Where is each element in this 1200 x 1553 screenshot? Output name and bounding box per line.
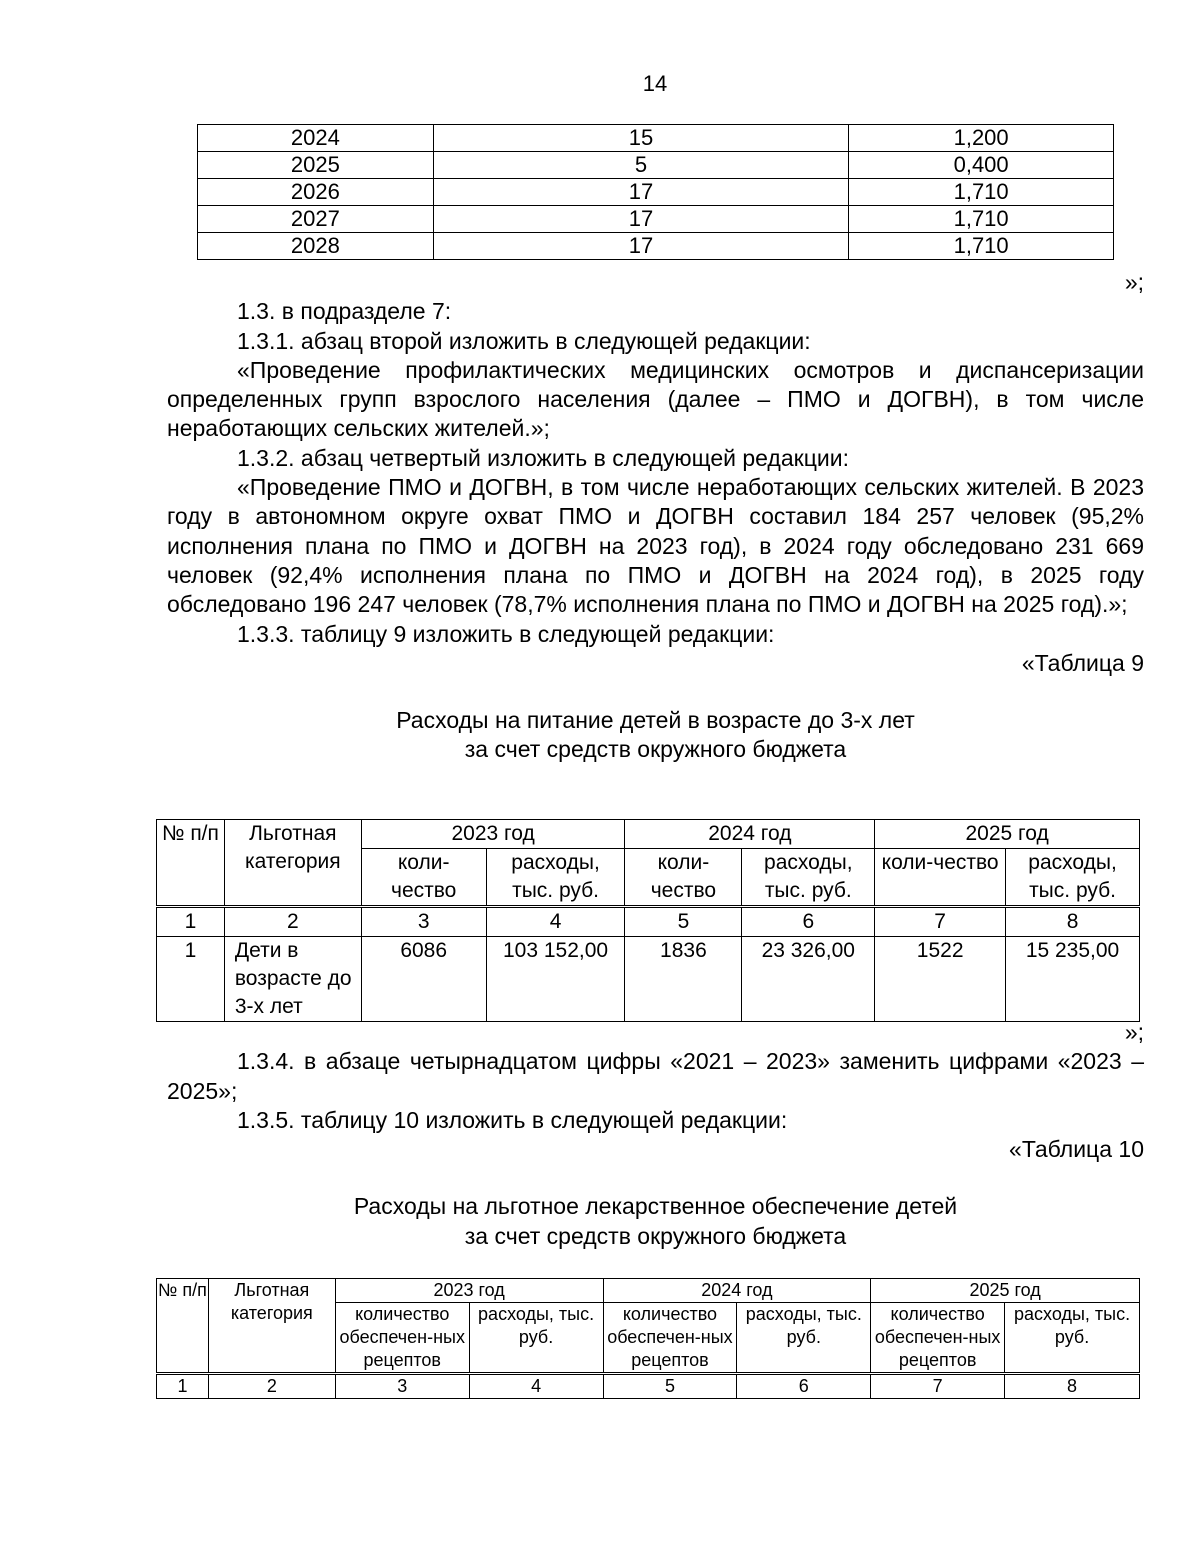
header-num: № п/п [157, 820, 225, 907]
cell-count: 17 [433, 233, 849, 260]
table-9-title-line-2: за счет средств окружного бюджета [464, 736, 847, 763]
column-number: 5 [625, 907, 742, 937]
cell-count: 5 [433, 152, 849, 179]
column-number: 6 [737, 1374, 871, 1399]
header-quantity: количество обеспечен-ных рецептов [335, 1303, 469, 1374]
table-9-title-line-1: Расходы на питание детей в возрасте до 3-х лет [396, 707, 915, 734]
cell-quantity-2024: 1836 [625, 937, 742, 1022]
paragraph: 1.3.5. таблицу 10 изложить в следующей редакции: [237, 1106, 788, 1133]
table-9-label: «Таблица 9 [1021, 649, 1144, 676]
column-number: 8 [1006, 907, 1140, 937]
table-row [198, 179, 1114, 206]
column-number: 5 [603, 1374, 737, 1399]
cell-expenses-2023: 103 152,00 [486, 937, 625, 1022]
table-10-title-line-1: Расходы на льготное лекарственное обеспечение детей [353, 1193, 958, 1220]
table-row [198, 233, 1114, 260]
header-category: Льготная категория [224, 820, 361, 907]
continued-table [197, 124, 1114, 260]
column-numbers-row [157, 1374, 1140, 1399]
header-num: № п/п [157, 1279, 209, 1374]
header-expenses: расходы, тыс. руб. [742, 849, 875, 907]
column-number: 6 [742, 907, 875, 937]
header-year: 2024 год [625, 820, 875, 849]
column-number: 1 [157, 1374, 209, 1399]
cell-count: 17 [433, 206, 849, 233]
column-number: 8 [1005, 1374, 1140, 1399]
cell-num: 1 [157, 937, 225, 1022]
header-category: Льготная категория [208, 1279, 335, 1374]
cell-amount: 1,200 [849, 125, 1114, 152]
header-expenses: расходы, тыс. руб. [1005, 1303, 1140, 1374]
cell-quantity-2023: 6086 [361, 937, 486, 1022]
cell-quantity-2025: 1522 [875, 937, 1006, 1022]
table-10-title-line-2: за счет средств окружного бюджета [464, 1222, 847, 1249]
header-quantity: коли-чество [875, 849, 1006, 907]
header-year: 2025 год [871, 1279, 1140, 1303]
header-quantity: коли-чество [625, 849, 742, 907]
cell-amount: 0,400 [849, 152, 1114, 179]
cell-category: Дети в возрасте до 3-х лет [224, 937, 361, 1022]
quote-close: »; [1124, 1019, 1144, 1045]
column-number: 1 [157, 907, 225, 937]
paragraph: 1.3.1. абзац второй изложить в следующей редакции: [237, 327, 811, 354]
column-number: 3 [335, 1374, 469, 1399]
column-number: 7 [871, 1374, 1005, 1399]
cell-year: 2026 [198, 179, 434, 206]
column-number: 7 [875, 907, 1006, 937]
cell-amount: 1,710 [849, 233, 1114, 260]
paragraph: 1.3. в подразделе 7: [237, 298, 452, 325]
amendment-text-1 [167, 268, 1144, 765]
table-row [198, 152, 1114, 179]
cell-year: 2024 [198, 125, 434, 152]
cell-year: 2027 [198, 206, 434, 233]
header-year: 2024 год [603, 1279, 871, 1303]
cell-expenses-2024: 23 326,00 [742, 937, 875, 1022]
amendment-text-2 [167, 1018, 1144, 1251]
column-number: 2 [224, 907, 361, 937]
header-year: 2023 год [361, 820, 625, 849]
table-row [198, 206, 1114, 233]
header-quantity: количество обеспечен-ных рецептов [871, 1303, 1005, 1374]
cell-count: 17 [433, 179, 849, 206]
header-expenses: расходы, тыс. руб. [1006, 849, 1140, 907]
header-expenses: расходы, тыс. руб. [469, 1303, 603, 1374]
cell-amount: 1,710 [849, 206, 1114, 233]
header-quantity: количество обеспечен-ных рецептов [603, 1303, 737, 1374]
column-number: 2 [208, 1374, 335, 1399]
paragraph: «Проведение ПМО и ДОГВН, в том числе неработающих сельских жителей. В 2023 году в автономном округе охват ПМО и ДОГВН составил 184 257 человек (95,2% исполнения плана по ПМО и ДОГВН на 2023 год), в 2024 году обследовано 231 669 человек (92,4% исполнения плана по ПМО и ДОГВН на 2024 год), в 2025 году обследовано 196 247 человек (78,7% исполнения плана по ПМО и ДОГВН на 2025 год).»; [167, 474, 1144, 618]
cell-year: 2028 [198, 233, 434, 260]
paragraph: 1.3.3. таблицу 9 изложить в следующей редакции: [237, 620, 775, 647]
paragraph: «Проведение профилактических медицинских осмотров и диспансеризации определенных групп взрослого населения (далее – ПМО и ДОГВН), в том числе неработающих сельских жителей.»; [167, 356, 1144, 442]
paragraph: 1.3.4. в абзаце четырнадцатом цифры «2021 – 2023» заменить цифрами «2023 – 2025»; [167, 1048, 1144, 1104]
paragraph: 1.3.2. абзац четвертый изложить в следующей редакции: [237, 444, 849, 471]
header-quantity: коли-чество [361, 849, 486, 907]
column-number: 4 [469, 1374, 603, 1399]
column-number: 3 [361, 907, 486, 937]
column-number: 4 [486, 907, 625, 937]
column-numbers-row [157, 907, 1140, 937]
cell-amount: 1,710 [849, 179, 1114, 206]
cell-year: 2025 [198, 152, 434, 179]
page-number: 14 [642, 71, 668, 96]
table-9 [156, 819, 1140, 1022]
table-row [157, 937, 1140, 1022]
table-row [198, 125, 1114, 152]
header-year: 2023 год [335, 1279, 603, 1303]
cell-count: 15 [433, 125, 849, 152]
quote-close: »; [1124, 269, 1144, 295]
header-expenses: расходы, тыс. руб. [737, 1303, 871, 1374]
table-10 [156, 1278, 1140, 1399]
cell-expenses-2025: 15 235,00 [1006, 937, 1140, 1022]
table-10-label: «Таблица 10 [1009, 1136, 1144, 1163]
header-year: 2025 год [875, 820, 1140, 849]
header-expenses: расходы, тыс. руб. [486, 849, 625, 907]
